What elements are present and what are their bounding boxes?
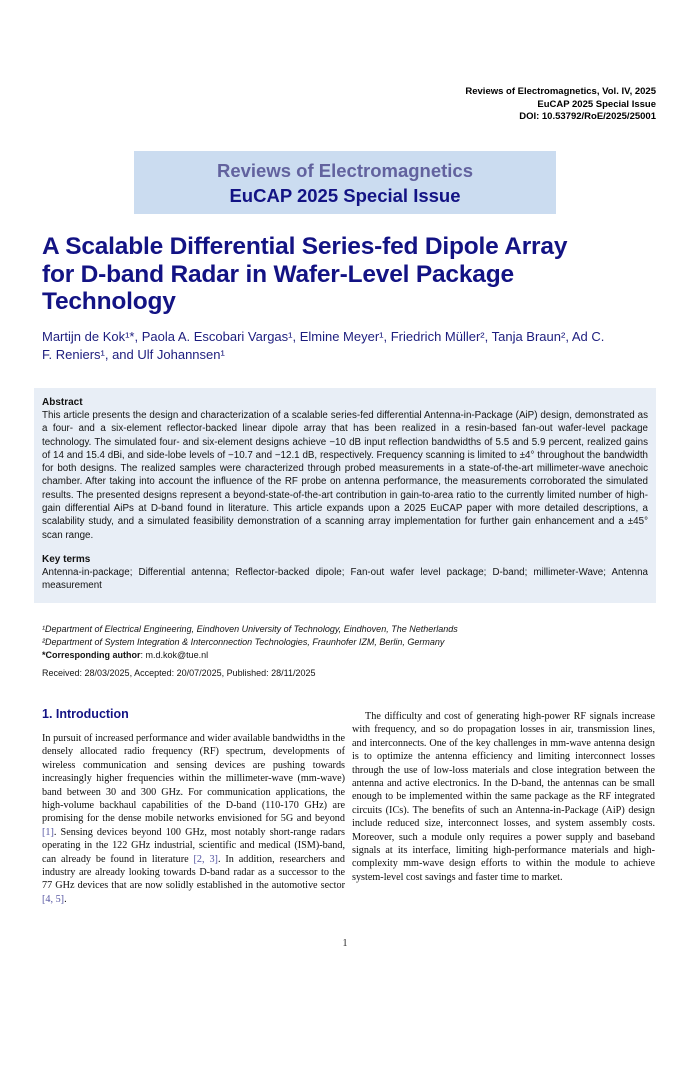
affiliations	[42, 623, 642, 662]
corresponding-author-line	[42, 649, 642, 662]
corresponding-author-label: *Corresponding author	[42, 650, 141, 660]
citation-link[interactable]: [2, 3]	[193, 853, 218, 865]
dates-line: Received: 28/03/2025, Accepted: 20/07/2025, Published: 28/11/2025	[42, 668, 316, 678]
intro-column-left	[42, 707, 345, 906]
key-terms-heading: Key terms	[42, 553, 91, 565]
doi-line: DOI: 10.53792/RoE/2025/25001	[519, 111, 656, 122]
intro-paragraph-left: In pursuit of increased performance and wider available bandwidths in the densely allocated radio frequency (RF) spectrum, developments of wireless communication and sensing devices are pushing towards increasingly higher frequencies within the millimeter-wave (mm-wave) band between 30 and 300 GHz. For communication applications, the high-volume backhaul capabilities of the D-band (110-170 GHz) are promising for the dense mobile networks envisioned for 5G and beyond [1]. Sensing devices beyond 100 GHz, most notably short-range radars operating in the 122 GHz industrial, scientific and medical (ISM)-band, can already be found in literature [2, 3]. In addition, researchers and industry are already looking towards D-band radar as a successor to the 77 GHz devices that are now solidly established in the automotive sector [4, 5].	[42, 733, 345, 905]
banner-issue-name: EuCAP 2025 Special Issue	[229, 185, 461, 206]
key-terms-text: Antenna-in-package; Differential antenna; Reflector-backed dipole; Fan-out wafer level package; D-band; millimeter-Wave; Antenna measurement	[42, 566, 648, 592]
banner-journal-name: Reviews of Electromagnetics	[216, 160, 473, 181]
citation-link[interactable]: [4, 5]	[42, 893, 65, 905]
paper-title: A Scalable Differential Series-fed Dipole Array for D-band Radar in Wafer-Level Package Technology	[42, 233, 568, 315]
intro-heading: 1. Introduction	[42, 707, 129, 721]
abstract-heading: Abstract	[42, 397, 83, 408]
journal-volume-line: Reviews of Electromagnetics, Vol. IV, 2025	[465, 86, 656, 97]
abstract-text: This article presents the design and characterization of a scalable series-fed differential Antenna-in-Package (AiP) design, demonstrated as a four- and a six-element reflector-backed linear dipole array that has been realized in a resin-based fan-out wafer-level package technology. The simulated four- and six-element designs achieve −10 dB input reflection bandwidths of 5.5 and 5.9 percent, realized gains of 14 and 15.4 dBi, and side-lobe levels of −10.7 and −12.1 dB, respectively. Frequency scanning is limited to ±4° throughout the bandwidth for both designs. The realized samples were characterized through probed measurements in a state-of-the-art millimeter-wave anechoic chamber. After taking into account the influence of the RF probe on antenna performance, the measurements corroborated the simulated results. The presented designs represent a beyond-state-of-the-art contribution in gain-to-area ratio to the currently limited number of high-gain differential AiPs at D-band found in literature. This article expands upon a 2025 EuCAP paper with more detailed descriptions, a scalability study, and a simulated feasibility demonstration of a scanning array implementation for further gain enhancement and a ±45° scan range.	[42, 410, 648, 541]
corresponding-author-email[interactable]: : m.d.kok@tue.nl	[140, 650, 209, 660]
intro-column-right	[352, 707, 655, 884]
special-issue-line: EuCAP 2025 Special Issue	[537, 98, 656, 110]
page-number: 1	[342, 938, 348, 949]
affiliation-1: ¹Department of Electrical Engineering, Eindhoven University of Technology, Eindhoven, The Netherlands	[42, 624, 458, 634]
author-list: Martijn de Kok¹*, Paola A. Escobari Vargas¹, Elmine Meyer¹, Friedrich Müller², Tanja Braun², Ad C. F. Reniers¹, and Ulf Johannsen¹	[42, 329, 605, 362]
intro-paragraph-right: The difficulty and cost of generating high-power RF signals increase with frequency, and so do propagation losses in air, transmission lines, and interconnects. One of the key challenges in mm-wave antenna design is to optimize the antenna efficiency and limiting interconnect losses through the use of low-loss materials and close integration between the antenna and active electronics. In the D-band, the antennas can be small enough to be implemented within the same package as the RF integrated circuits (ICs). The benefits of such an Antenna-in-Package (AiP) design include reduced size, interconnect losses, and system assembly costs. Moreover, such a module only requires a power supply and baseband signals at its interface, limiting high-performance materials and high-complexity mm-wave design efforts to within the module to achieve system-level cost savings and faster time to market.	[352, 711, 655, 883]
header-meta	[465, 86, 656, 124]
citation-link[interactable]: [1]	[42, 826, 54, 838]
affiliation-2: ²Department of System Integration & Interconnection Technologies, Fraunhofer IZM, Berlin, Germany	[42, 637, 445, 647]
abstract-section	[34, 388, 656, 603]
journal-banner	[134, 151, 556, 214]
